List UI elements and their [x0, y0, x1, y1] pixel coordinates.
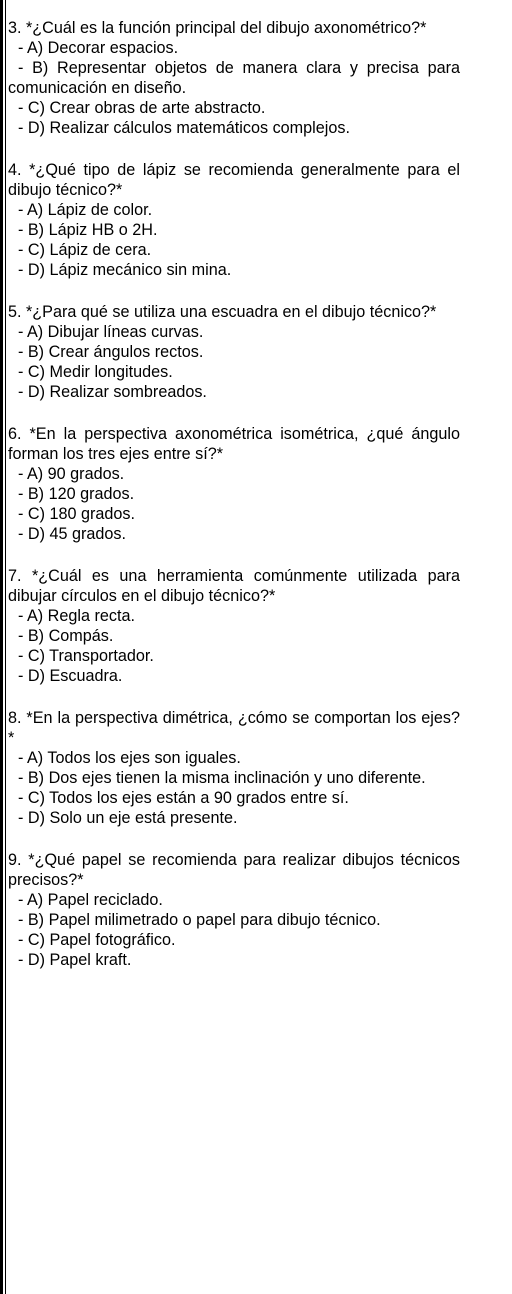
option-b: - B) Compás.	[18, 627, 114, 645]
question-7	[8, 566, 460, 686]
option-d: - D) Escuadra.	[18, 667, 123, 685]
option-b: - B) Dos ejes tienen la misma inclinación y uno diferente.	[18, 769, 426, 787]
option-b: - B) Lápiz HB o 2H.	[18, 221, 158, 239]
option-c: - C) Lápiz de cera.	[18, 241, 152, 259]
question-4	[8, 160, 460, 280]
page-border-thick	[0, 0, 3, 1294]
question-3	[8, 18, 460, 138]
option-d: - D) Realizar sombreados.	[18, 383, 207, 401]
option-c: - C) Medir longitudes.	[18, 363, 173, 381]
option-d: - D) Lápiz mecánico sin mina.	[18, 261, 232, 279]
question-text: 9. *¿Qué papel se recomienda para realizar dibujos técnicos precisos?*	[8, 851, 460, 889]
question-text: 6. *En la perspectiva axonométrica isométrica, ¿qué ángulo forman los tres ejes entre sí?*	[8, 425, 460, 463]
option-a: - A) Regla recta.	[18, 607, 135, 625]
option-c: - C) Todos los ejes están a 90 grados entre sí.	[18, 789, 349, 807]
option-d: - D) Solo un eje está presente.	[18, 809, 238, 827]
option-a: - A) Dibujar líneas curvas.	[18, 323, 204, 341]
option-c: - C) Papel fotográfico.	[18, 931, 176, 949]
question-text: 4. *¿Qué tipo de lápiz se recomienda generalmente para el dibujo técnico?*	[8, 161, 460, 199]
option-b: - B) Crear ángulos rectos.	[18, 343, 204, 361]
option-d: - D) Realizar cálculos matemáticos complejos.	[18, 119, 350, 137]
option-a: - A) Todos los ejes son iguales.	[18, 749, 241, 767]
option-a: - A) Lápiz de color.	[18, 201, 153, 219]
option-d: - D) 45 grados.	[18, 525, 126, 543]
option-c: - C) Crear obras de arte abstracto.	[18, 99, 266, 117]
question-text: 7. *¿Cuál es una herramienta comúnmente utilizada para dibujar círculos en el dibujo técnico?*	[8, 567, 460, 605]
option-a: - A) Decorar espacios.	[18, 39, 179, 57]
question-text: 8. *En la perspectiva dimétrica, ¿cómo se comportan los ejes?*	[8, 709, 460, 747]
quiz-content	[8, 18, 460, 992]
question-9	[8, 850, 460, 970]
question-8	[8, 708, 460, 828]
question-text: 5. *¿Para qué se utiliza una escuadra en el dibujo técnico?*	[8, 303, 437, 321]
option-a: - A) Papel reciclado.	[18, 891, 163, 909]
option-b: - B) Representar objetos de manera clara y precisa para comunicación en diseño.	[8, 59, 460, 97]
option-c: - C) Transportador.	[18, 647, 154, 665]
question-5	[8, 302, 460, 402]
option-d: - D) Papel kraft.	[18, 951, 132, 969]
question-6	[8, 424, 460, 544]
question-text: 3. *¿Cuál es la función principal del dibujo axonométrico?*	[8, 19, 427, 37]
option-c: - C) 180 grados.	[18, 505, 135, 523]
option-b: - B) 120 grados.	[18, 485, 135, 503]
page-border-thin	[5, 0, 6, 1294]
option-a: - A) 90 grados.	[18, 465, 125, 483]
option-b: - B) Papel milimetrado o papel para dibujo técnico.	[18, 911, 381, 929]
